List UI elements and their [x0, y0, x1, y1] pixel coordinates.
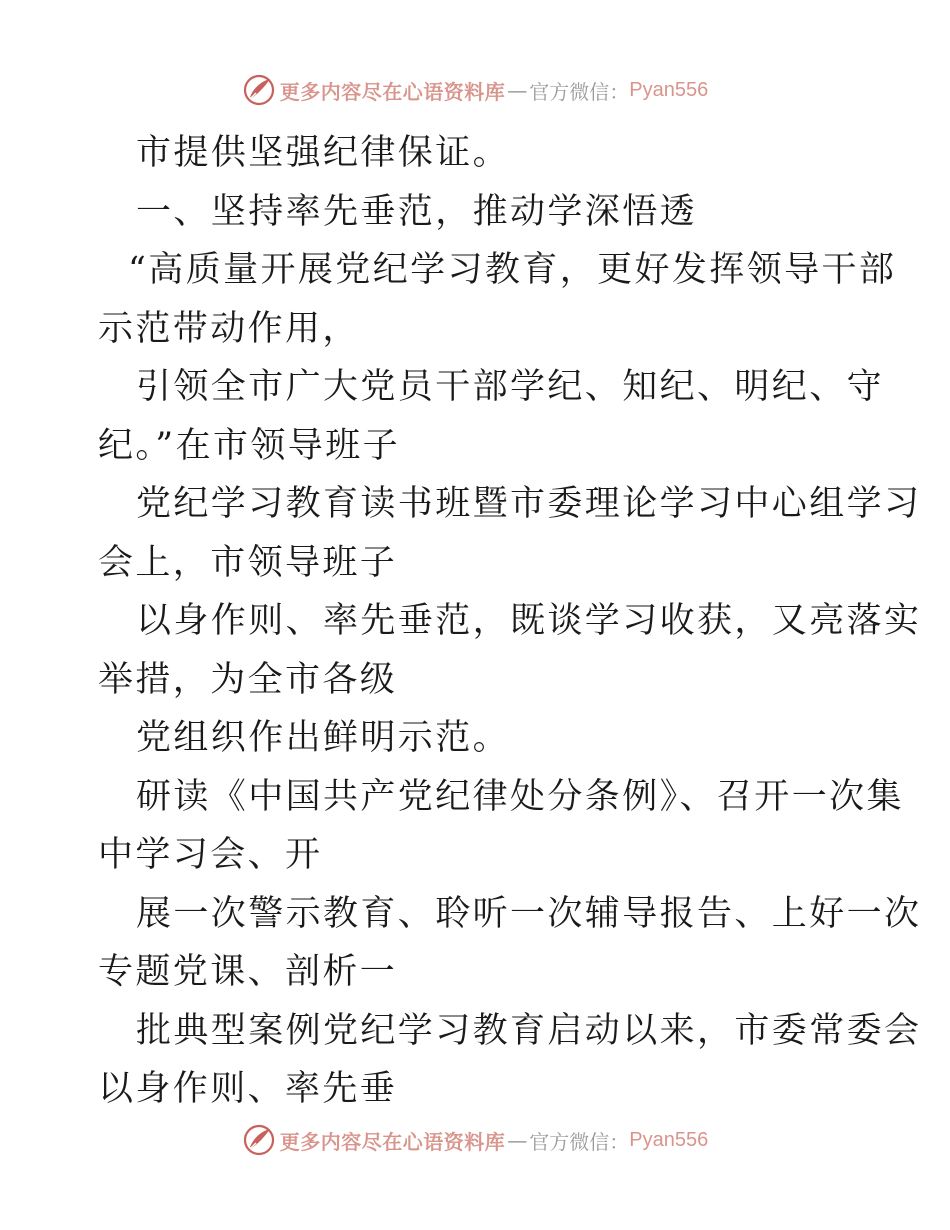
section-heading: 一、坚持率先垂范，推动学深悟透 — [136, 191, 698, 232]
text-line: 纪。”在市领导班子 — [98, 425, 400, 466]
text-line: 举措，为全市各级 — [98, 659, 398, 700]
text-line: 会上，市领导班子 — [98, 542, 398, 583]
text-line: “高质量开展党纪学习教育，更好发挥领导干部 — [128, 250, 897, 290]
text-line: 展一次警示教育、聆听一次辅导报告、上好一次 — [136, 893, 922, 934]
banner-text: 更多内容尽在心语资料库 — [279, 1129, 506, 1154]
text-line: 市提供坚强纪律保证。 — [136, 133, 511, 173]
footer-banner — [0, 1120, 950, 1160]
text-line: 党纪学习教育读书班暨市委理论学习中心组学习 — [136, 484, 922, 524]
feather-pen-circle-icon — [242, 1123, 276, 1157]
text-line: 引领全市广大党员干部学纪、知纪、明纪、守 — [136, 367, 885, 407]
text-line: 示范带动作用， — [98, 308, 360, 349]
banner-wechat-label: 官方微信： — [529, 1129, 630, 1154]
banner-wechat-id: Pyan556 — [629, 78, 709, 101]
text-line: 中学习会、开 — [98, 835, 323, 875]
feather-pen-circle-icon — [242, 73, 276, 107]
document-body — [98, 124, 922, 1119]
text-line: 批典型案例党纪学习教育启动以来，市委常委会 — [136, 1010, 922, 1051]
banner-separator: — — [507, 1128, 528, 1152]
text-line: 以身作则、率先垂范，既谈学习收获，又亮落实 — [136, 601, 922, 641]
text-line: 党组织作出鲜明示范。 — [136, 718, 511, 758]
banner-wechat-id: Pyan556 — [629, 1128, 709, 1151]
banner-separator: — — [507, 78, 528, 102]
banner-text: 更多内容尽在心语资料库 — [279, 79, 506, 104]
text-line: 专题党课、剖析一 — [98, 952, 398, 992]
banner-wechat-label: 官方微信： — [529, 79, 630, 104]
text-line: 研读《中国共产党纪律处分条例》、召开一次集 — [136, 776, 904, 817]
header-banner — [0, 70, 950, 110]
text-line: 以身作则、率先垂 — [98, 1069, 398, 1109]
